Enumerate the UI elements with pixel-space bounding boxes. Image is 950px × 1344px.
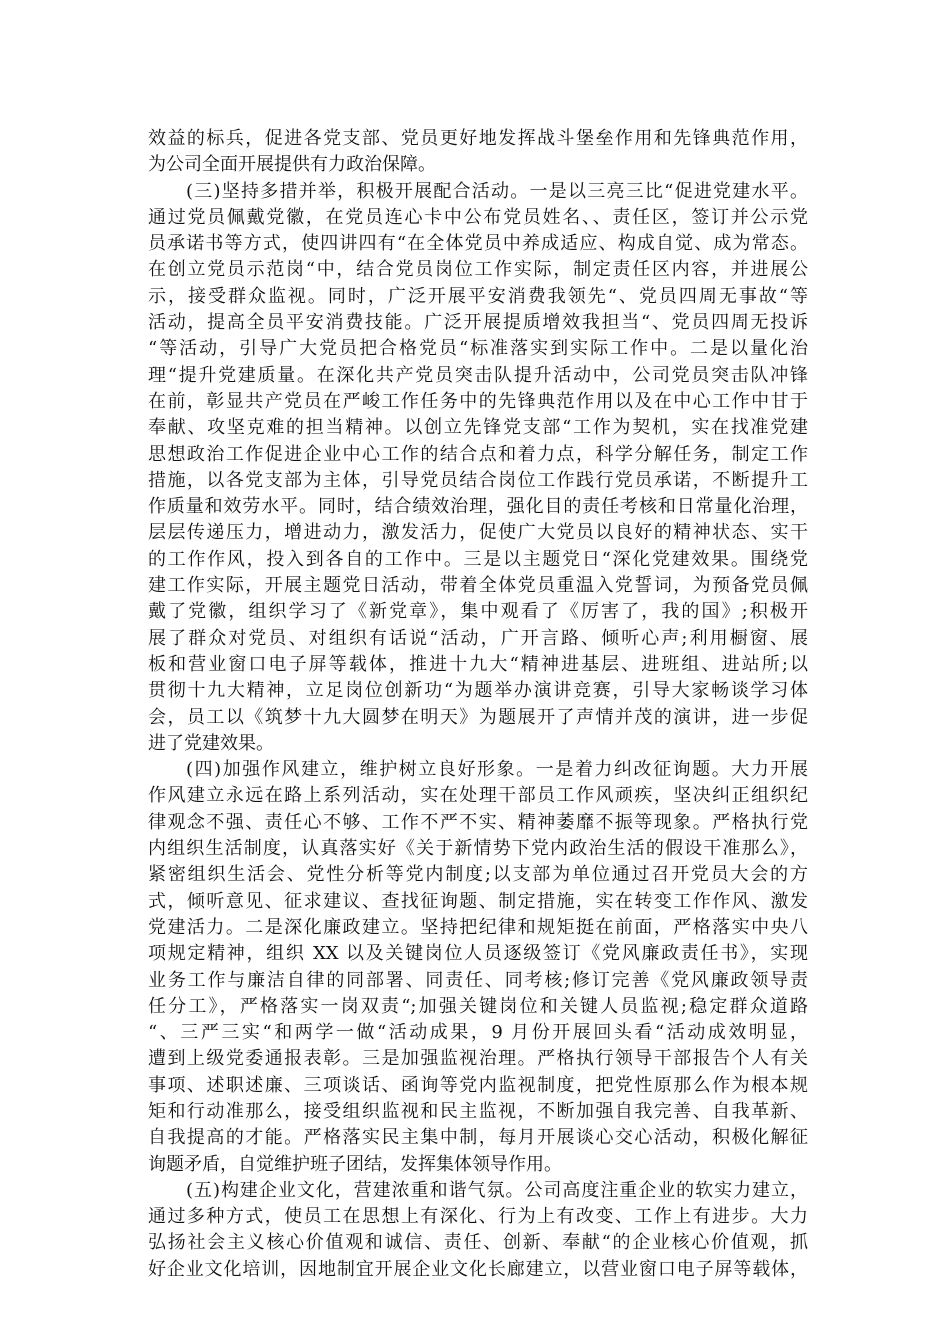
text-line: 在前，彰显共产党员在严峻工作任务中的先锋典范作用以及在中心工作中甘于 [148, 390, 808, 412]
text-line: 党建活力。二是深化廉政建立。坚持把纪律和规矩挺在前面，严格落实中央八 [148, 916, 808, 938]
text-line: “等活动，引导广大党员把合格党员“标准落实到实际工作中。二是以量化治 [148, 338, 808, 360]
paragraph-p3 [148, 1178, 808, 1283]
text-line: 的工作作风，投入到各自的工作中。三是以主题党日“深化党建效果。围绕党 [148, 548, 808, 570]
text-line: 板和营业窗口电子屏等载体，推进十九大“精神进基层、进班组、进站所;以 [148, 653, 808, 675]
text-line: (三)坚持多措并举，积极开展配合活动。一是以三亮三比“促进党建水平。 [186, 180, 808, 202]
text-line: 在创立党员示范岗“中，结合党员岗位工作实际，制定责任区内容，并进展公 [148, 259, 808, 281]
text-line: 作风建立永远在路上系列活动，实在处理干部员工作风顽疾，坚决纠正组织纪 [148, 785, 808, 807]
text-line: 作质量和效劳水平。同时，结合绩效治理，强化目的责任考核和日常量化治理， [148, 496, 808, 518]
text-line: 矩和行动准那么，接受组织监视和民主监视，不断加强自我完善、自我革新、 [148, 1100, 808, 1122]
text-line: 措施，以各党支部为主体，引导党员结合岗位工作践行党员承诺，不断提升工 [148, 469, 808, 491]
text-line: 好企业文化培训，因地制宜开展企业文化长廊建立，以营业窗口电子屏等载体， [148, 1258, 808, 1280]
paragraph-p0 [148, 126, 808, 179]
document-body [148, 126, 808, 1283]
text-line: 会，员工以《筑梦十九大圆梦在明天》为题展开了声情并茂的演讲，进一步促 [148, 706, 808, 728]
text-line: 效益的标兵，促进各党支部、党员更好地发挥战斗堡垒作用和先锋典范作用， [148, 128, 808, 149]
text-line: 进了党建效果。 [148, 732, 274, 754]
text-line: 层层传递压力，增进动力，激发活力，促使广大党员以良好的精神状态、实干 [148, 522, 808, 544]
text-line: 事项、述职述廉、三项谈话、函询等党内监视制度，把党性原那么作为根本规 [148, 1074, 808, 1096]
text-line: 律观念不强、责任心不够、工作不严不实、精神萎靡不振等现象。严格执行党 [148, 811, 808, 833]
text-line: 员承诺书等方式，使四讲四有“在全体党员中养成适应、构成自觉、成为常态。 [148, 233, 808, 255]
text-line: 紧密组织生活会、党性分析等党内制度;以支部为单位通过召开党员大会的方 [148, 864, 808, 886]
text-line: (五)构建企业文化，营建浓重和谐气氛。公司高度注重企业的软实力建立， [186, 1179, 808, 1201]
text-line: 询题矛盾，自觉维护班子团结，发挥集体领导作用。 [148, 1153, 562, 1175]
paragraph-p1 [148, 179, 808, 758]
text-line: 思想政治工作促进企业中心工作的结合点和着力点，科学分解任务，制定工作 [148, 443, 808, 465]
text-line: “、三严三实“和两学一做“活动成果，9 月份开展回头看“活动成效明显， [148, 1022, 808, 1044]
text-line: 内组织生活制度，认真落实好《关于新情势下党内政治生活的假设干准那么》， [148, 838, 808, 860]
text-line: 奉献、攻坚克难的担当精神。以创立先锋党支部“工作为契机，实在找准党建 [148, 417, 808, 439]
text-line: 建工作实际，开展主题党日活动，带着全体党员重温入党誓词，为预备党员佩 [148, 575, 808, 597]
paragraph-p2 [148, 757, 808, 1178]
text-line: 通过党员佩戴党徽，在党员连心卡中公布党员姓名、、责任区，签订并公示党 [148, 206, 808, 228]
text-line: (四)加强作风建立，维护树立良好形象。一是着力纠改征询题。大力开展 [186, 759, 808, 781]
text-line: 示，接受群众监视。同时，广泛开展平安消费我领先“、党员四周无事故“等 [148, 285, 808, 307]
text-line: 遭到上级党委通报表彰。三是加强监视治理。严格执行领导干部报告个人有关 [148, 1048, 808, 1070]
text-line: 理“提升党建质量。在深化共产党员突击队提升活动中，公司党员突击队冲锋 [148, 364, 808, 386]
text-line: 为公司全面开展提供有力政治保障。 [148, 154, 436, 176]
text-line: 弘扬社会主义核心价值观和诚信、责任、创新、奉献“的企业核心价值观，抓 [148, 1232, 808, 1254]
text-line: 贯彻十九大精神，立足岗位创新功“为题举办演讲竞赛，引导大家畅谈学习体 [148, 680, 808, 702]
text-line: 通过多种方式，使员工在思想上有深化、行为上有改变、工作上有进步。大力 [148, 1206, 808, 1228]
text-line: 式，倾听意见、征求建议、查找征询题、制定措施，实在转变工作作风、激发 [148, 890, 808, 912]
text-line: 任分工》，严格落实一岗双责“;加强关键岗位和关键人员监视;稳定群众道路 [148, 995, 808, 1017]
text-line: 展了群众对党员、对组织有话说“活动，广开言路、倾听心声;利用橱窗、展 [148, 627, 808, 649]
text-line: 活动，提高全员平安消费技能。广泛开展提质增效我担当“、党员四周无投诉 [148, 312, 808, 334]
text-line: 业务工作与廉洁自律的同部署、同责任、同考核;修订完善《党风廉政领导责 [148, 969, 808, 991]
text-line: 项规定精神，组织 XX 以及关键岗位人员逐级签订《党风廉政责任书》，实现 [148, 943, 808, 965]
text-line: 戴了党徽，组织学习了《新党章》，集中观看了《厉害了，我的国》;积极开 [148, 601, 808, 623]
text-line: 自我提高的才能。严格落实民主集中制，每月开展谈心交心活动，积极化解征 [148, 1127, 808, 1149]
